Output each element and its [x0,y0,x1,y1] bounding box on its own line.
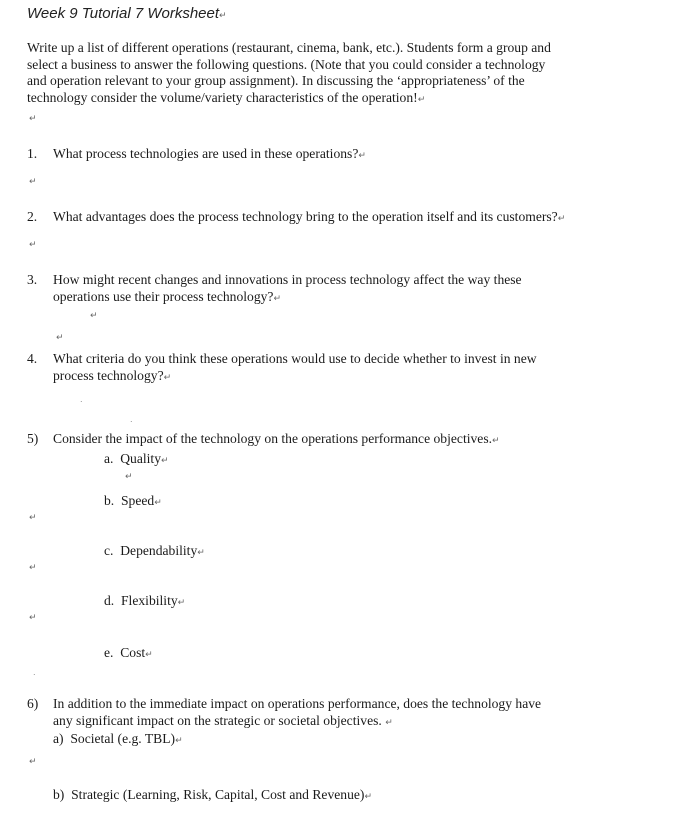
question-2-text: What advantages does the process technology bring to the operation itself and its customers?↵ [53,209,566,224]
question-1-text: What process technologies are used in these operations?↵ [53,146,366,161]
paragraph-mark: ↵ [29,114,37,124]
question-4-number: 4. [27,351,38,366]
paragraph-mark: ↵ [29,240,37,250]
intro-line: technology consider the volume/variety characteristics of the operation!↵ [27,89,426,105]
question-5-number: 5) [27,431,39,446]
question-3-number: 3. [27,272,38,287]
question-6-text: In addition to the immediate impact on operations performance, does the technology have any significant impact on the strategic or societal objectives. ↵ a) Societal (e.g. TBL)↵ [53,696,542,746]
list-item: c. Dependability↵ [104,543,205,558]
paragraph-mark: ↵ [29,177,37,187]
paragraph-mark: ↵ [90,311,98,321]
paragraph-mark: ↵ [29,613,37,623]
hidden-mark: . [33,668,36,677]
paragraph-mark: ↵ [56,333,64,343]
intro-line: Write up a list of different operations (restaurant, cinema, bank, etc.). Students form a group and [27,40,551,55]
hidden-mark: . [80,395,83,404]
question-6-number: 6) [27,696,39,711]
worksheet-title: Week 9 Tutorial 7 Worksheet↵ [27,5,227,22]
list-item: e. Cost↵ [104,645,153,660]
intro-line: select a business to answer the following questions. (Note that you could consider a technology [27,56,546,72]
intro-line: and operation relevant to your group assignment). In discussing the ‘appropriateness’ of the [27,73,525,88]
intro-paragraph [27,40,551,108]
question-1-number: 1. [27,146,38,161]
paragraph-mark: ↵ [125,472,133,482]
question-3-text: How might recent changes and innovations in process technology affect the way these operations use their process technology?↵ [53,272,522,304]
paragraph-mark: ↵ [29,513,37,523]
list-item: d. Flexibility↵ [104,593,186,608]
list-item: b) Strategic (Learning, Risk, Capital, Cost and Revenue)↵ [53,787,372,802]
question-4-text: What criteria do you think these operations would use to decide whether to invest in new process technology?↵ [53,351,537,383]
question-5-text: Consider the impact of the technology on the operations performance objectives.↵ [53,431,500,446]
list-item: a. Quality↵ [104,451,169,466]
list-item: b. Speed↵ [104,493,162,508]
paragraph-mark: ↵ [219,11,227,21]
paragraph-mark: ↵ [29,563,37,573]
paragraph-mark: ↵ [29,757,37,767]
question-2-number: 2. [27,209,38,224]
hidden-mark: . [130,415,133,424]
